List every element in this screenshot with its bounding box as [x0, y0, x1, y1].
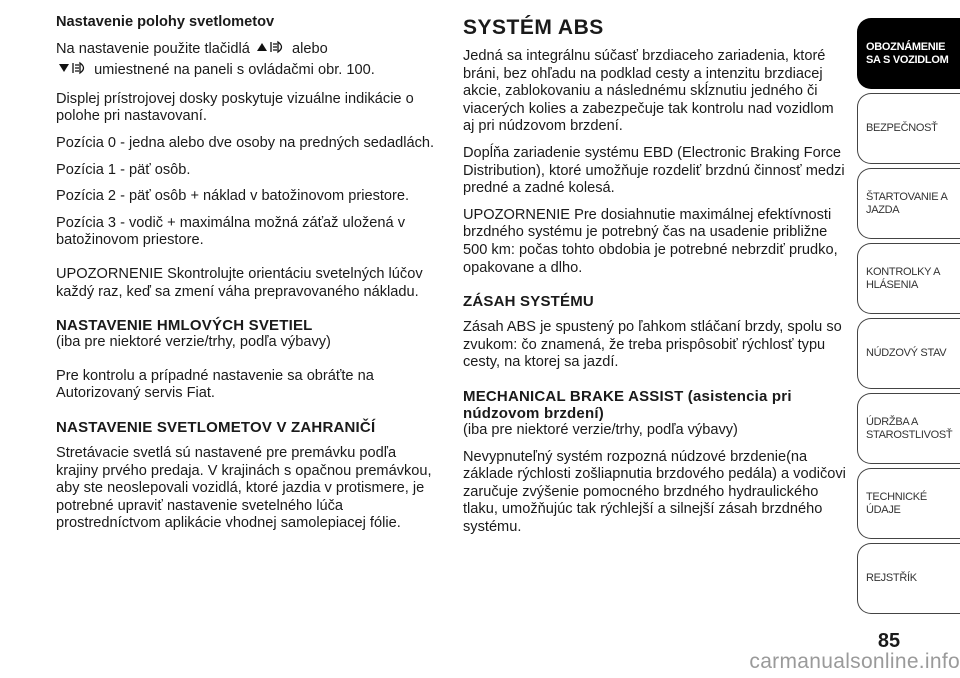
heading-brake-assist: MECHANICAL BRAKE ASSIST (asistencia pri núdzovom brzdení): [463, 387, 792, 422]
paragraph-display: Displej prístrojovej dosky poskytuje vizuálne indikácie o polohe pri nastavovaní.: [56, 90, 414, 125]
section-title-headlight-adjust: Nastavenie polohy svetlometov: [56, 14, 275, 30]
heading-headlights-abroad: NASTAVENIE SVETLOMETOV V ZAHRANIČÍ: [56, 418, 376, 436]
paragraph-position-1: Pozícia 1 - päť osôb.: [56, 161, 191, 178]
paragraph-brake-assist: Nevypnuteľný systém rozpozná núdzové brzdenie(na základe rýchlosti zošliapnutia brzdového pedála) a vodičovi zaručuje zvýšenie pomocného brzdného hydraulického tlaku, umožňujúc tak rýchlejší a silnejší zásah brzdného systému.: [463, 448, 846, 535]
tab-getting-to-know[interactable]: OBOZNÁMENIE SA S VOZIDLOM: [857, 18, 960, 89]
heading-abs: SYSTÉM ABS: [463, 16, 604, 39]
brake-assist-note: (iba pre niektoré verzie/trhy, podľa výbavy): [463, 421, 738, 438]
tab-technical-data[interactable]: TECHNICKÉ ÚDAJE: [857, 468, 960, 539]
heading-fog-lights: NASTAVENIE HMLOVÝCH SVETIEL: [56, 317, 313, 335]
paragraph-abroad: Stretávacie svetlá sú nastavené pre premávku podľa krajiny prvého predaja. V krajinách s opačnou premávkou, aby ste neoslepovali vozidlá, ktoré jazdia v protismere, je potrebné upraviť nastavenie svetelného lúča prostredníctvom aplikácie vhodnej samolepiacej fólie.: [56, 444, 432, 532]
right-column: [463, 14, 848, 545]
paragraph-warning-beam: UPOZORNENIE Skontrolujte orientáciu svetelných lúčov každý raz, keď sa zmení váha prepravovaného nákladu.: [56, 265, 423, 300]
paragraph-position-2: Pozícia 2 - päť osôb + náklad v batožinovom priestore.: [56, 188, 410, 205]
tab-index[interactable]: REJSTŘÍK: [857, 543, 960, 614]
heading-system-intervention: ZÁSAH SYSTÉMU: [463, 293, 594, 311]
left-column: [56, 14, 436, 542]
paragraph-abs-intro: Jedná sa integrálnu súčasť brzdiaceho zariadenia, ktoré bráni, bez ohľadu na podklad cesty a intenzitu brzdiacej akcie, zablokovaniu a následnému skĺznutiu jedného či viacerých kolies a zabezpečuje tak kontrolu nad vozidlom aj pri núdzovom brzdení.: [463, 48, 834, 135]
paragraph-position-0: Pozícia 0 - jedna alebo dve osoby na predných sedadlách.: [56, 134, 435, 151]
tab-safety[interactable]: BEZPEČNOSŤ: [857, 93, 960, 164]
paragraph-ebd: Dopĺňa zariadenie systému EBD (Electronic Braking Force Distribution), ktoré umožňuje rozdeliť brzdnú činnosť medzi predné a zadné kolesá.: [463, 144, 845, 197]
fog-lights-note: (iba pre niektoré verzie/trhy, podľa výbavy): [56, 334, 331, 351]
paragraph-service: Pre kontrolu a prípadné nastavenie sa obráťte na Autorizovaný servis Fiat.: [56, 367, 374, 402]
headlight-down-icon: [58, 60, 88, 82]
tab-emergency[interactable]: NÚDZOVÝ STAV: [857, 318, 960, 389]
paragraph-warning-brakes: UPOZORNENIE Pre dosiahnutie maximálnej efektívnosti brzdného systému je potrebný čas na usadenie približne 500 km: počas tohto obdobia je potrebné nebrzdiť prudko, opakovane a dlho.: [463, 206, 838, 276]
page-number: 85: [877, 630, 901, 652]
tab-warning-lights[interactable]: KONTROLKY A HLÁSENIA: [857, 243, 960, 314]
paragraph-intervention: Zásah ABS je spustený po ľahkom stláčaní brzdy, spolu so zvukom: čo znamená, že treba prispôsobiť rýchlosť typu cesty, na ktorej sa jazdí.: [463, 319, 842, 371]
chapter-tabs: [857, 18, 960, 618]
tab-maintenance[interactable]: ÚDRŽBA A STAROSTLIVOSŤ: [857, 393, 960, 464]
headlight-up-icon: [256, 39, 286, 61]
paragraph-position-3: Pozícia 3 - vodič + maximálna možná záťaž uložená v batožinovom priestore.: [56, 214, 405, 249]
watermark: carmanualsonline.info: [749, 650, 960, 673]
paragraph-buttons: Na nastavenie použite tlačidlá alebo umiestnené na paneli s ovládačmi obr. 100.: [56, 39, 436, 82]
tab-starting-driving[interactable]: ŠTARTOVANIE A JAZDA: [857, 168, 960, 239]
